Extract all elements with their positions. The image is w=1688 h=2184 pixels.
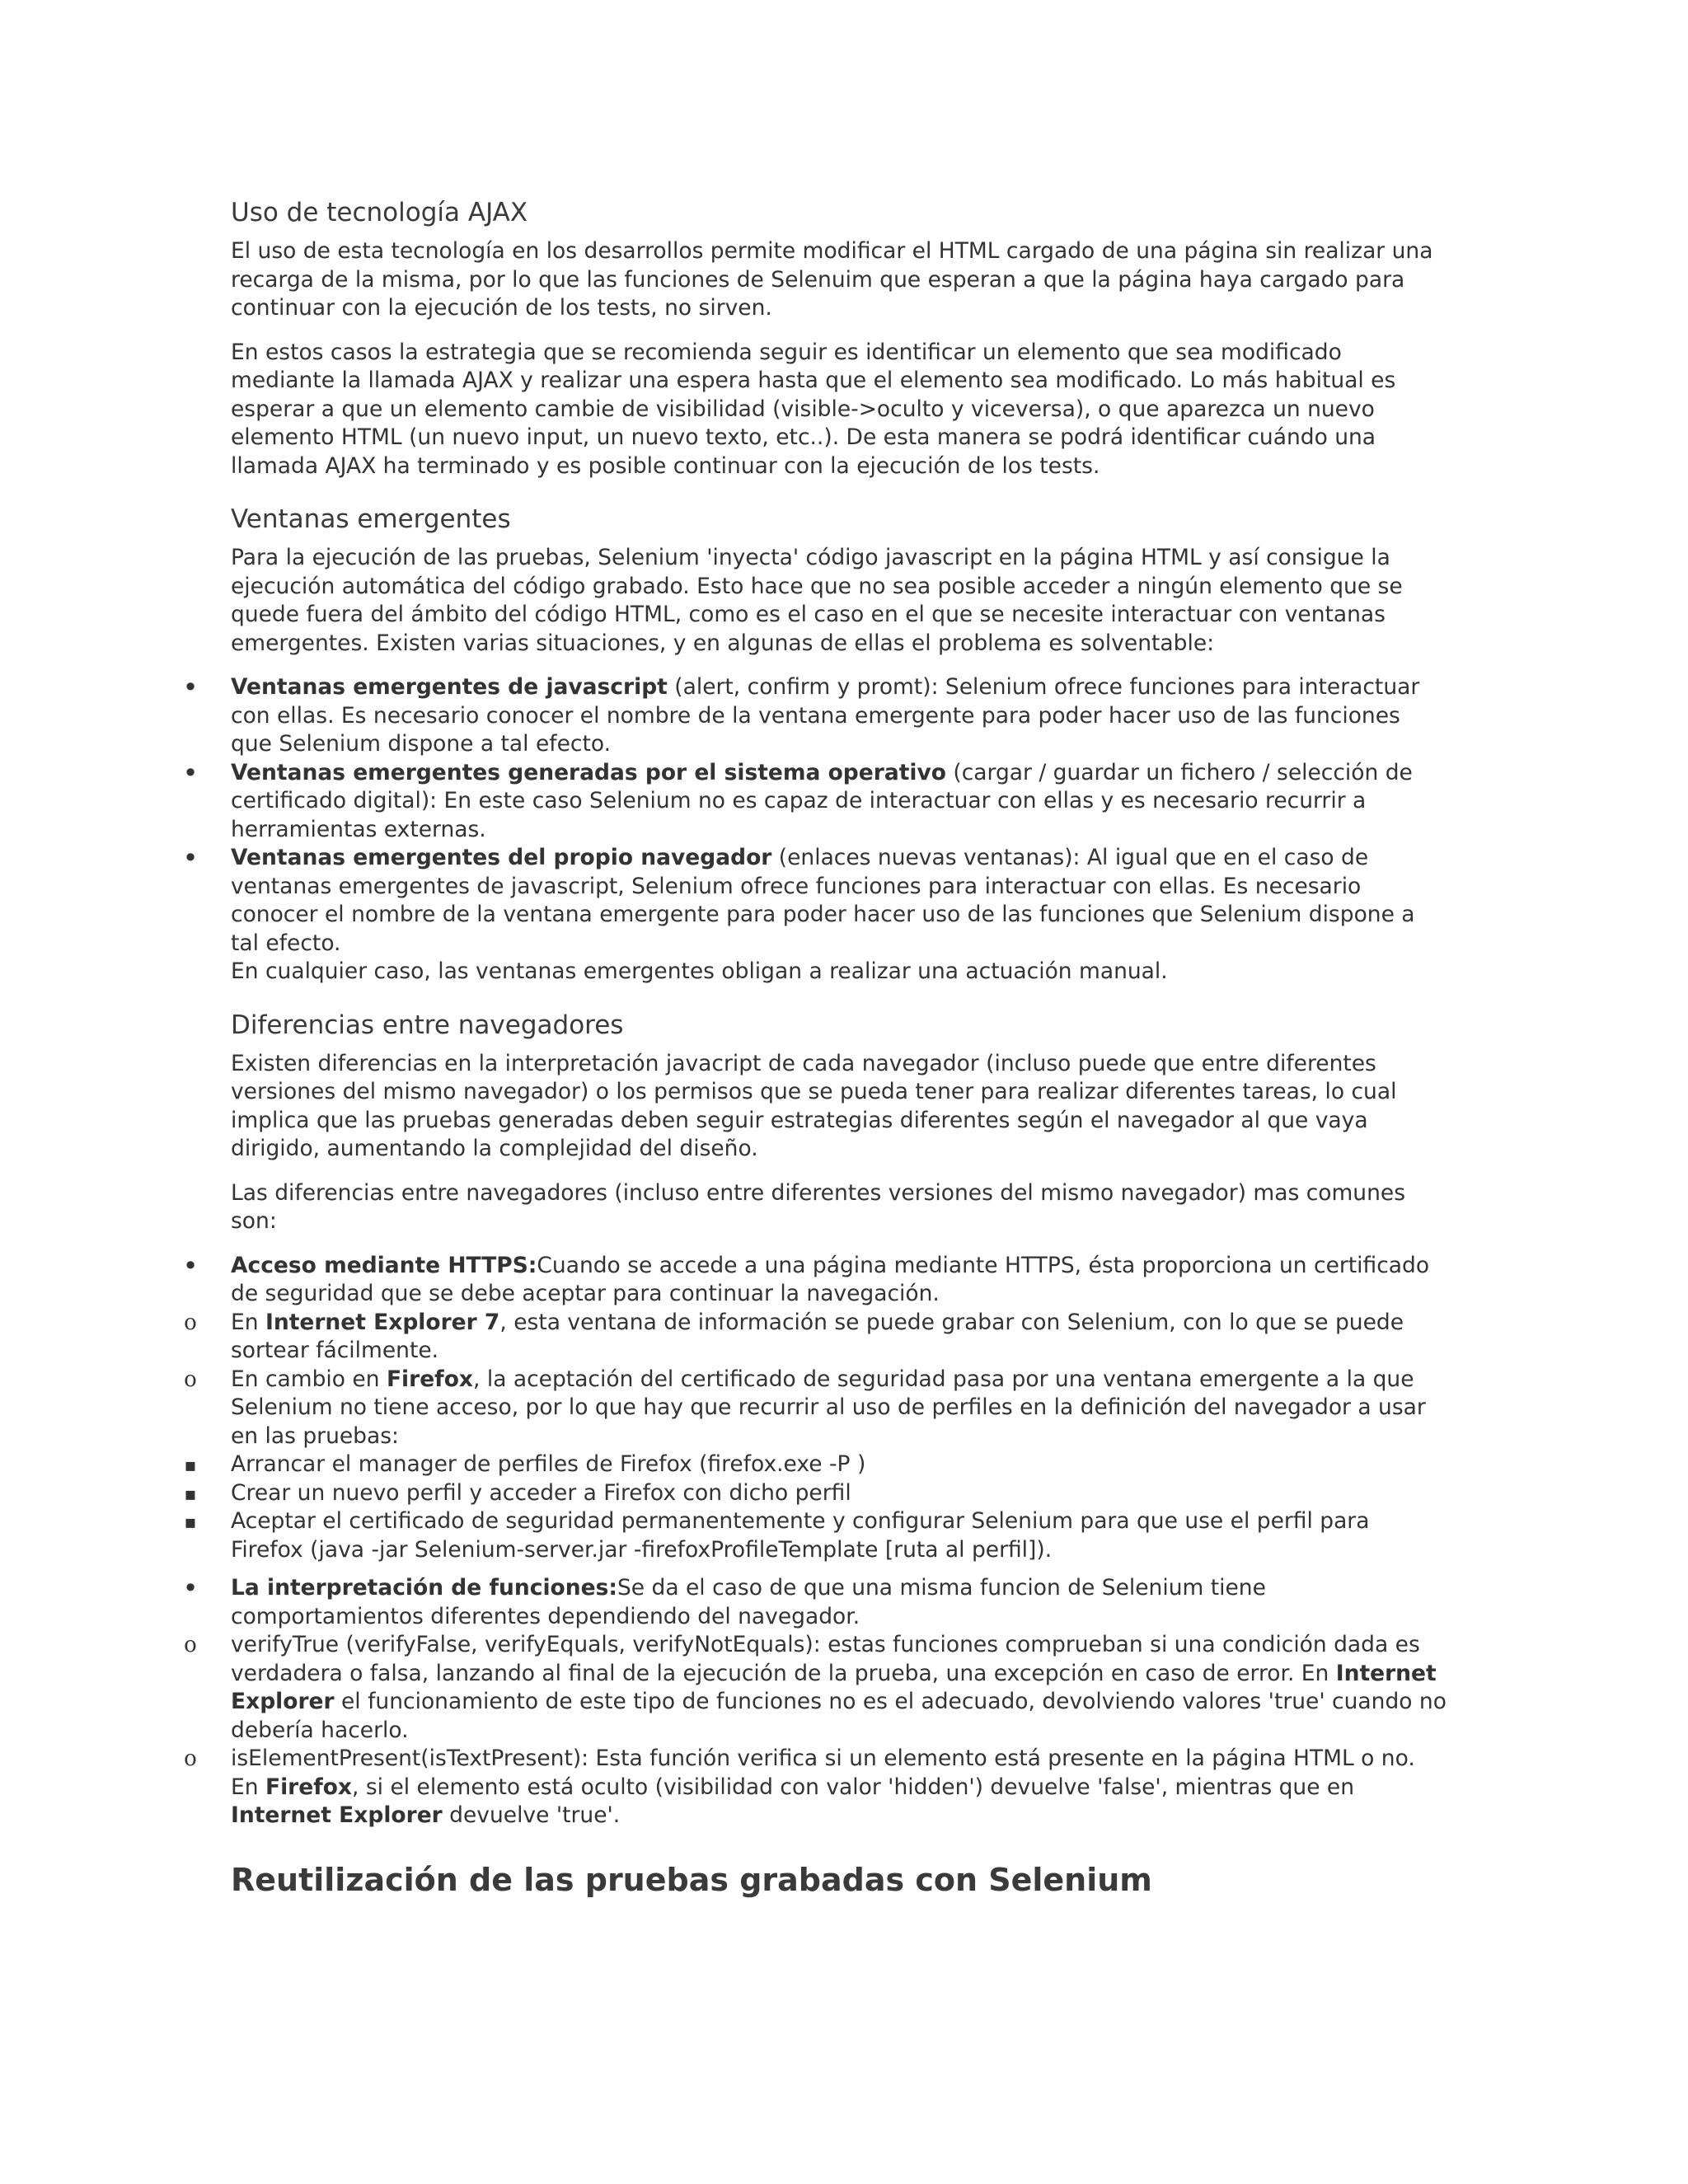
list-item: ▪ Aceptar el certificado de seguridad permanentemente y configurar Selenium para que use el perfil para Firefox (java -jar Selenium-server.jar -firefoxProfileTemplate [ruta al perfil]). [231, 1507, 1447, 1564]
heading-ajax: Uso de tecnología AJAX [231, 198, 528, 227]
document-page [231, 196, 1447, 1900]
list-item: o isElementPresent(isTextPresent): Esta función verifica si un elemento está presente en la página HTML o no. En Firefox, si el elemento está oculto (visibilidad con valor 'hidden') devuelve 'false', mientras que en Internet Explorer devuelve 'true'. [231, 1745, 1447, 1830]
bullet-disc-icon [178, 1252, 203, 1283]
bullet-circle-icon [178, 1366, 203, 1394]
paragraph: En estos casos la estrategia que se recomienda seguir es identificar un elemento que sea modificado mediante la llamada AJAX y realizar una espera hasta que el elemento sea modificado. Lo más habitual es esperar a que un elemento cambie de visibilidad (visible->oculto y viceversa), o que aparezca un nuevo elemento HTML (un nuevo input, un nuevo texto, etc..). De esta manera se podrá identificar cuándo una llamada AJAX ha terminado y es posible continuar con la ejecución de los tests. [231, 339, 1396, 479]
bullet-disc-icon [178, 759, 203, 790]
heading-popups: Ventanas emergentes [231, 504, 511, 534]
list-item: • La interpretación de funciones:Se da el caso de que una misma funcion de Selenium tiene comportamientos diferentes dependiendo del navegador. [231, 1574, 1447, 1631]
list-item: • Ventanas emergentes generadas por el sistema operativo (cargar / guardar un fichero / selección de certificado digital): En este caso Selenium no es capaz de interactuar con ellas y es necesario recurrir a herramientas externas. [231, 759, 1447, 845]
paragraph: Para la ejecución de las pruebas, Selenium 'inyecta' código javascript en la página HTML y así consigue la ejecución automática del código grabado. Esto hace que no sea posible acceder a ningún elemento que se quede fuera del ámbito del código HTML, como es el caso en el que se necesite interactuar con ventanas emergentes. Existen varias situaciones, y en algunas de ellas el problema es solventable: [231, 545, 1403, 656]
bullet-disc-icon [178, 1574, 203, 1605]
bold-term: Ventanas emergentes generadas por el sistema operativo [231, 759, 946, 785]
bold-term: Ventanas emergentes de javascript [231, 674, 668, 700]
bullet-square-icon [178, 1507, 203, 1538]
heading-browsers: Diferencias entre navegadores [231, 1010, 624, 1040]
paragraph: En cualquier caso, las ventanas emergentes obligan a realizar una actuación manual. [231, 958, 1168, 984]
list-item: • Ventanas emergentes de javascript (alert, confirm y promt): Selenium ofrece funciones para interactuar con ellas. Es necesario conocer el nombre de la ventana emergente para poder hacer uso de las funciones que Selenium dispone a tal efecto. [231, 673, 1447, 759]
list-item: • Ventanas emergentes del propio navegador (enlaces nuevas ventanas): Al igual que en el caso de ventanas emergentes de javascript, Selenium ofrece funciones para interactuar con ellas. Es necesario conocer el nombre de la ventana emergente para poder hacer uso de las funciones que Selenium dispone a tal efecto. [231, 844, 1447, 958]
list-item: o En Internet Explorer 7, esta ventana de información se puede grabar con Selenium, con lo que se puede sortear fácilmente. [231, 1309, 1447, 1366]
bold-term: Ventanas emergentes del propio navegador [231, 845, 772, 870]
heading-reuse: Reutilización de las pruebas grabadas con Selenium [231, 1861, 1152, 1898]
bullet-disc-icon [178, 844, 203, 875]
paragraph: Existen diferencias en la interpretación javacript de cada navegador (incluso puede que entre diferentes versiones del mismo navegador) o los permisos que se pueda tener para realizar diferentes tareas, lo cual implica que las pruebas generadas deben seguir estrategias diferentes según el navegador al que vaya dirigido, aumentando la complejidad del diseño. [231, 1050, 1397, 1161]
bullet-square-icon [178, 1479, 203, 1510]
bullet-circle-icon [178, 1309, 203, 1338]
bold-term: La interpretación de funciones: [231, 1575, 617, 1601]
bullet-circle-icon [178, 1745, 203, 1774]
paragraph: El uso de esta tecnología en los desarrollos permite modificar el HTML cargado de una página sin realizar una recarga de la misma, por lo que las funciones de Selenuim que esperan a que la página haya cargado para continuar con la ejecución de los tests, no sirven. [231, 238, 1433, 321]
list-item: o En cambio en Firefox, la aceptación del certificado de seguridad pasa por una ventana emergente a la que Selenium no tiene acceso, por lo que hay que recurrir al uso de perfiles en la definición del navegador a usar en las pruebas: [231, 1366, 1447, 1451]
list-item: ▪ Crear un nuevo perfil y acceder a Firefox con dicho perfil [231, 1479, 1447, 1508]
bullet-circle-icon [178, 1631, 203, 1660]
list-item: o verifyTrue (verifyFalse, verifyEquals, verifyNotEquals): estas funciones comprueban si una condición dada es verdadera o falsa, lanzando al final de la ejecución de la prueba, una excepción en caso de error. En Internet Explorer el funcionamiento de este tipo de funciones no es el adecuado, devolviendo valores 'true' cuando no debería hacerlo. [231, 1631, 1447, 1745]
paragraph: Las diferencias entre navegadores (incluso entre diferentes versiones del mismo navegador) mas comunes son: [231, 1179, 1405, 1234]
list-item: • Acceso mediante HTTPS:Cuando se accede a una página mediante HTTPS, ésta proporciona un certificado de seguridad que se debe aceptar para continuar la navegación. [231, 1252, 1447, 1309]
bullet-square-icon [178, 1451, 203, 1481]
list-item: ▪ Arrancar el manager de perfiles de Firefox (firefox.exe -P ) [231, 1451, 1447, 1479]
bold-term: Acceso mediante HTTPS: [231, 1252, 537, 1278]
bullet-disc-icon [178, 673, 203, 705]
